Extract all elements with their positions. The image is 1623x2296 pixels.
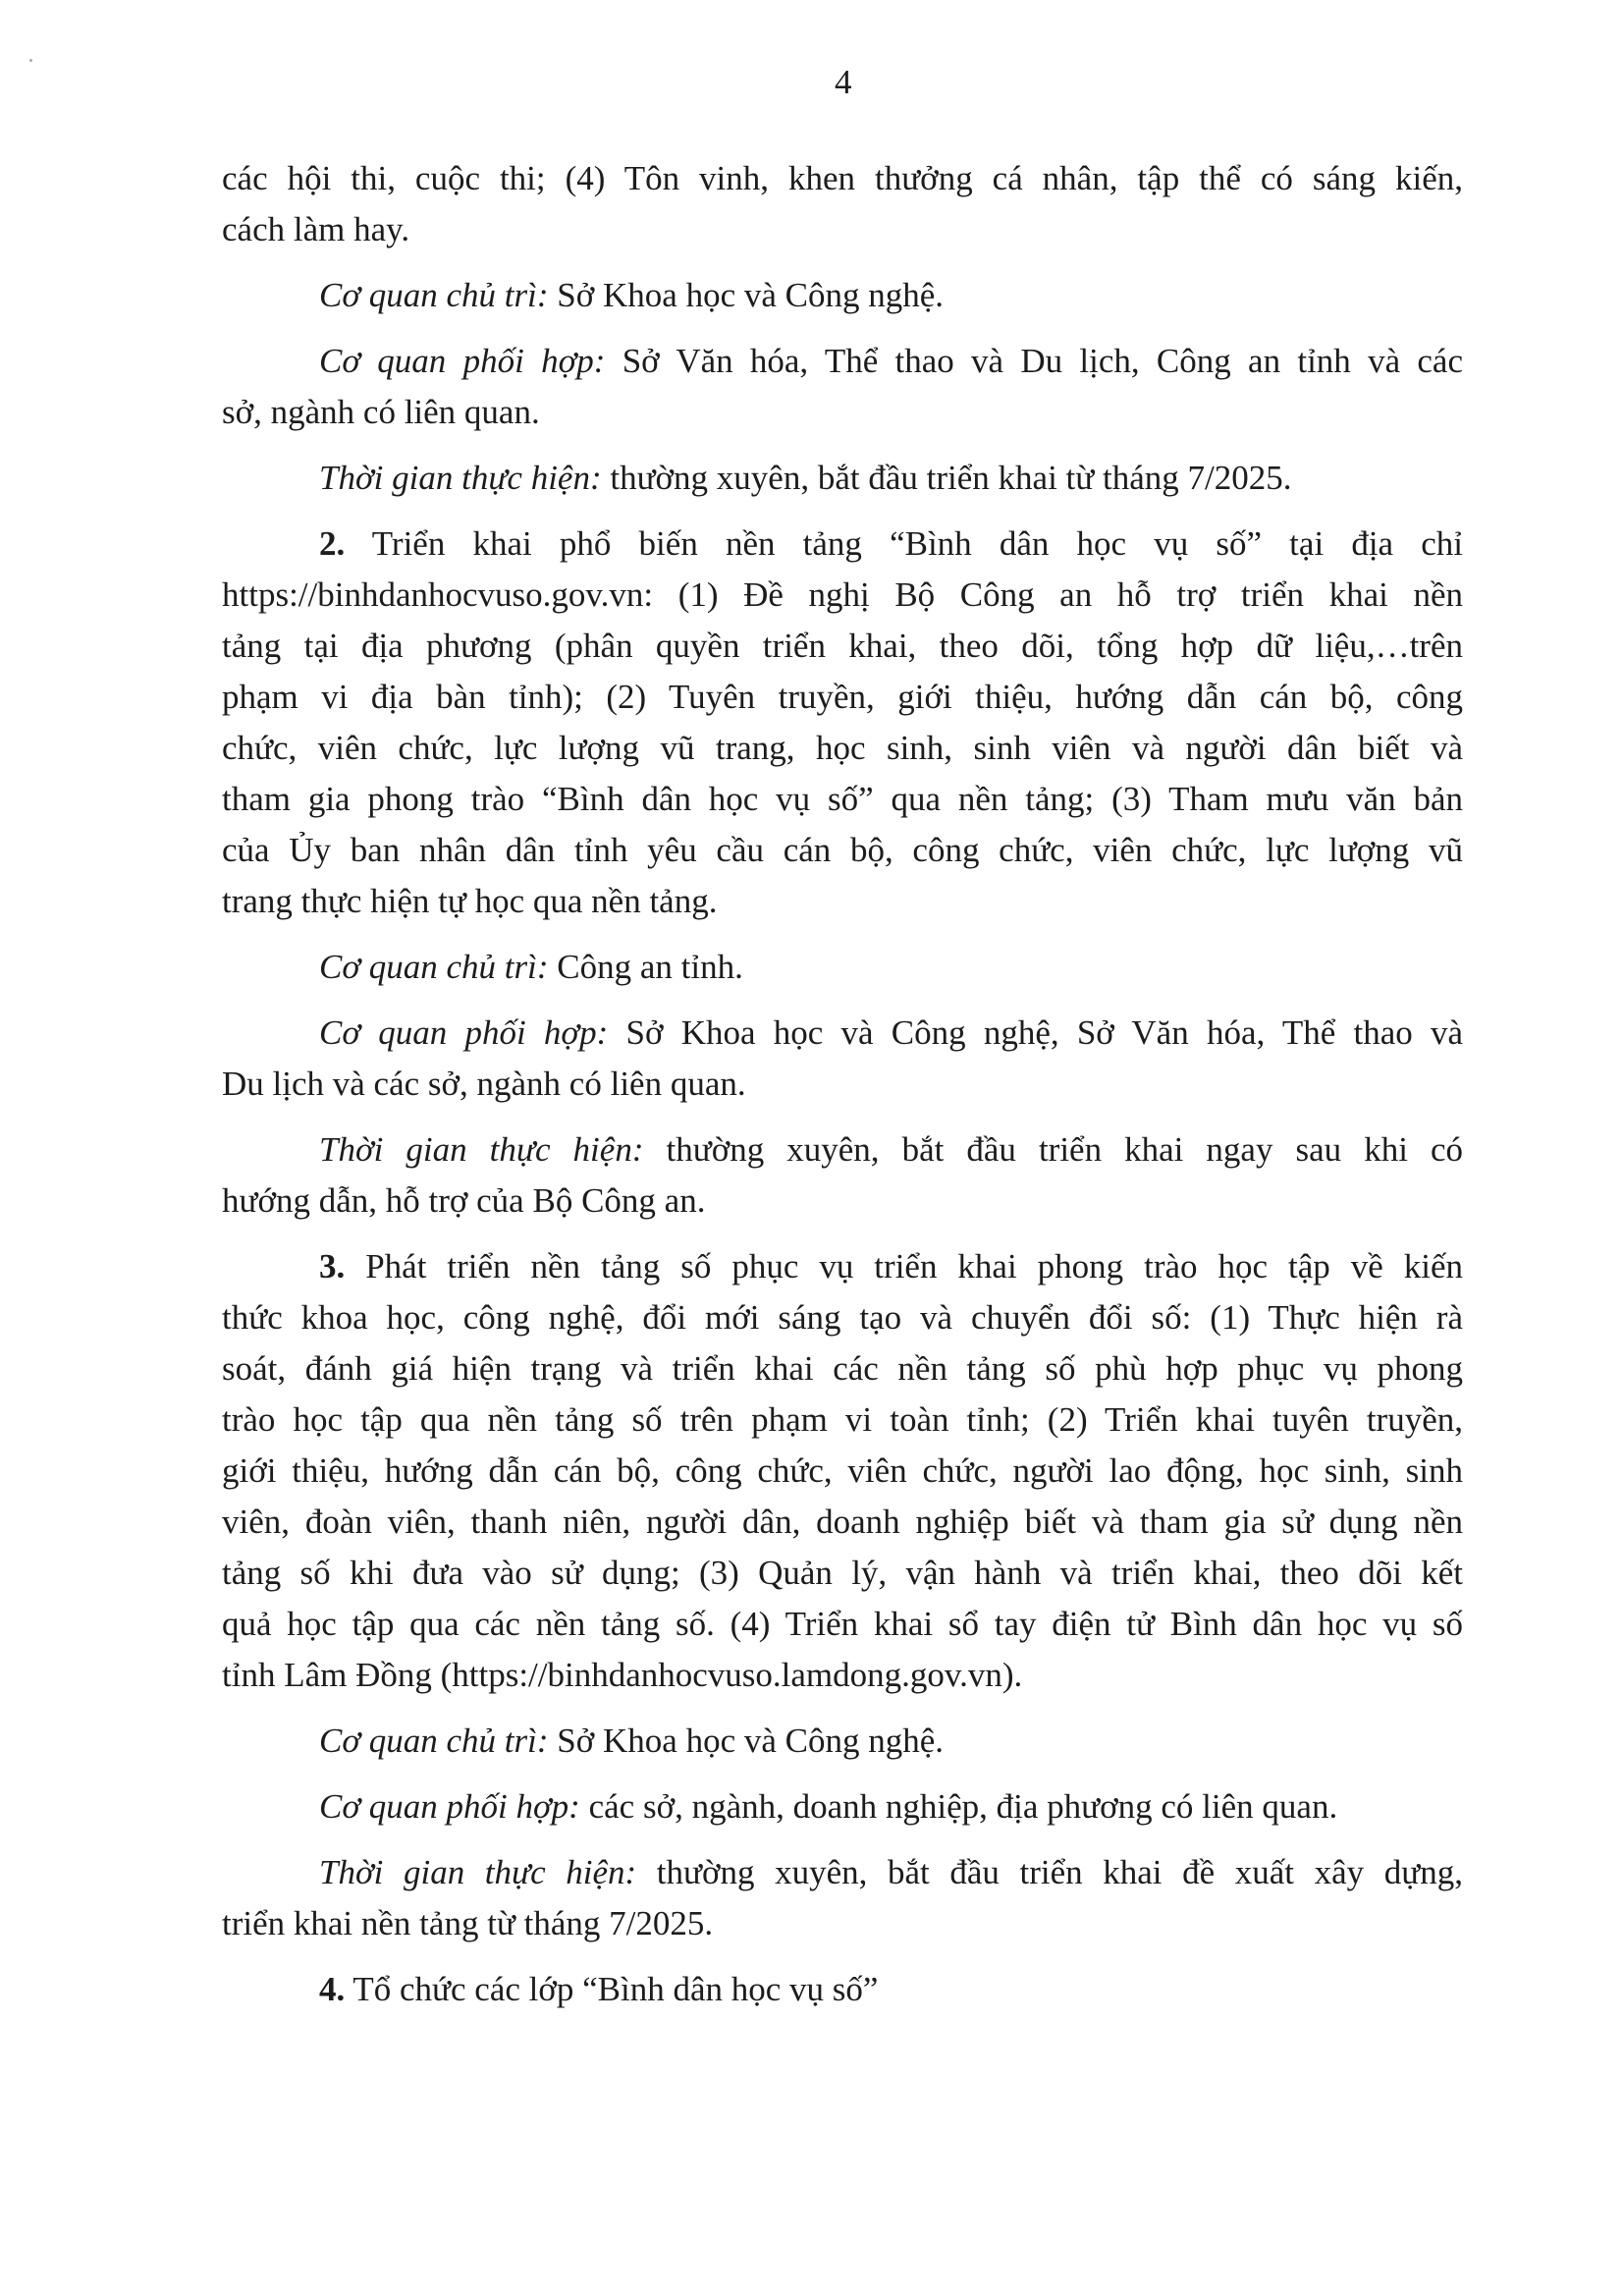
paragraph [222, 1241, 1463, 1701]
text-run: các hội thi, cuộc thi; (4) Tôn vinh, khen thưởng cá nhân, tập thể có sáng kiến, [222, 159, 1463, 197]
text-line [222, 1008, 1463, 1059]
text-run: viên, đoàn viên, thanh niên, người dân, doanh nghiệp biết và tham gia sử dụng nền [222, 1503, 1463, 1541]
text-run: thường xuyên, bắt đầu triển khai từ tháng 7/2025. [601, 459, 1292, 497]
scan-speck [29, 59, 32, 62]
text-run: phạm vi địa bàn tỉnh); (2) Tuyên truyền, giới thiệu, hướng dẫn cán bộ, công [222, 678, 1463, 716]
text-run: thức khoa học, công nghệ, đổi mới sáng tạo và chuyển đổi số: (1) Thực hiện rà [222, 1298, 1463, 1337]
text-line [222, 1394, 1463, 1446]
text-line [222, 672, 1463, 723]
text-run: Phát triển nền tảng số phục vụ triển khai phong trào học tập về kiến [345, 1247, 1463, 1285]
section-number: 3. [319, 1247, 346, 1285]
text-run: tảng tại địa phương (phân quyền triển khai, theo dõi, tổng hợp dữ liệu,…trên [222, 627, 1463, 665]
text-run: giới thiệu, hướng dẫn cán bộ, công chức, viên chức, người lao động, học sinh, sinh [222, 1451, 1463, 1490]
paragraph [222, 1781, 1463, 1832]
text-line [222, 1124, 1463, 1175]
paragraph [222, 1964, 1463, 2015]
text-line [222, 1599, 1463, 1650]
text-line [222, 270, 1463, 321]
text-run: tham gia phong trào “Bình dân học vụ số” qua nền tảng; (3) Tham mưu văn bản [222, 780, 1463, 818]
text-line [222, 453, 1463, 504]
page-number: 4 [835, 63, 852, 101]
text-run: https://binhdanhocvuso.gov.vn: (1) Đề nghị Bộ Công an hỗ trợ triển khai nền [222, 575, 1463, 614]
text-line [222, 1898, 1463, 1949]
text-line [222, 1847, 1463, 1898]
text-line [222, 570, 1463, 621]
paragraph [222, 453, 1463, 504]
text-line [222, 204, 1463, 255]
text-run: Sở Khoa học và Công nghệ. [548, 1722, 945, 1760]
text-run: tỉnh Lâm Đồng (https://binhdanhocvuso.lamdong.gov.vn). [222, 1656, 1023, 1694]
section-number: 4. [319, 1970, 346, 2008]
text-line [222, 723, 1463, 774]
text-line [222, 1650, 1463, 1701]
text-line [222, 519, 1463, 570]
paragraph [222, 519, 1463, 927]
text-line [222, 1241, 1463, 1292]
text-line [222, 1497, 1463, 1548]
text-run: chức, viên chức, lực lượng vũ trang, học sinh, sinh viên và người dân biết và [222, 729, 1463, 767]
italic-label: Cơ quan phối hợp: [319, 1787, 580, 1826]
text-run: Sở Khoa học và Công nghệ. [548, 276, 945, 314]
text-line [222, 1781, 1463, 1832]
text-run: hướng dẫn, hỗ trợ của Bộ Công an. [222, 1181, 706, 1220]
text-line [222, 1343, 1463, 1394]
italic-label: Cơ quan chủ trì: [319, 276, 549, 314]
text-run: Công an tỉnh. [548, 948, 743, 986]
text-line [222, 153, 1463, 204]
text-line [222, 1716, 1463, 1767]
italic-label: Cơ quan phối hợp: [319, 1013, 609, 1052]
text-line [222, 1964, 1463, 2015]
text-run: tảng số khi đưa vào sử dụng; (3) Quản lý, vận hành và triển khai, theo dõi kết [222, 1554, 1463, 1592]
text-run: Du lịch và các sở, ngành có liên quan. [222, 1065, 746, 1103]
text-run: Triển khai phổ biến nền tảng “Bình dân học vụ số” tại địa chỉ [345, 524, 1463, 563]
paragraph [222, 336, 1463, 438]
italic-label: Thời gian thực hiện: [319, 1853, 637, 1891]
text-line [222, 876, 1463, 927]
italic-label: Cơ quan chủ trì: [319, 948, 549, 986]
paragraph [222, 270, 1463, 321]
italic-label: Thời gian thực hiện: [319, 1130, 644, 1169]
text-line [222, 774, 1463, 825]
paragraph [222, 1124, 1463, 1227]
text-line [222, 1548, 1463, 1599]
italic-label: Cơ quan phối hợp: [319, 342, 606, 380]
text-run: Sở Khoa học và Công nghệ, Sở Văn hóa, Thể thao và [608, 1013, 1463, 1052]
paragraph [222, 1847, 1463, 1949]
text-line [222, 942, 1463, 993]
text-line [222, 336, 1463, 387]
paragraph [222, 1008, 1463, 1110]
text-run: Tổ chức các lớp “Bình dân học vụ số” [345, 1970, 879, 2008]
text-line [222, 621, 1463, 672]
paragraph [222, 1716, 1463, 1767]
text-run: thường xuyên, bắt đầu triển khai ngay sau khi có [643, 1130, 1463, 1169]
text-run: cách làm hay. [222, 210, 410, 248]
text-run: quả học tập qua các nền tảng số. (4) Triển khai sổ tay điện tử Bình dân học vụ số [222, 1605, 1463, 1643]
text-run: của Ủy ban nhân dân tỉnh yêu cầu cán bộ, công chức, viên chức, lực lượng vũ [222, 831, 1463, 869]
text-line [222, 1292, 1463, 1343]
text-line [222, 1175, 1463, 1227]
text-line [222, 387, 1463, 438]
text-run: trào học tập qua nền tảng số trên phạm vi toàn tỉnh; (2) Triển khai tuyên truyền, [222, 1400, 1463, 1439]
text-run: sở, ngành có liên quan. [222, 393, 540, 431]
text-run: trang thực hiện tự học qua nền tảng. [222, 882, 718, 920]
paragraph [222, 942, 1463, 993]
italic-label: Thời gian thực hiện: [319, 459, 602, 497]
text-run: thường xuyên, bắt đầu triển khai đề xuất xây dựng, [636, 1853, 1463, 1891]
text-run: các sở, ngành, doanh nghiệp, địa phương có liên quan. [579, 1787, 1338, 1826]
text-run: Sở Văn hóa, Thể thao và Du lịch, Công an tỉnh và các [605, 342, 1463, 380]
text-run: triển khai nền tảng từ tháng 7/2025. [222, 1904, 714, 1942]
text-run: soát, đánh giá hiện trạng và triển khai các nền tảng số phù hợp phục vụ phong [222, 1349, 1463, 1388]
italic-label: Cơ quan chủ trì: [319, 1722, 549, 1760]
text-line [222, 825, 1463, 876]
text-line [222, 1059, 1463, 1110]
document-body [222, 153, 1463, 2030]
text-line [222, 1446, 1463, 1497]
paragraph [222, 153, 1463, 255]
section-number: 2. [319, 524, 346, 563]
